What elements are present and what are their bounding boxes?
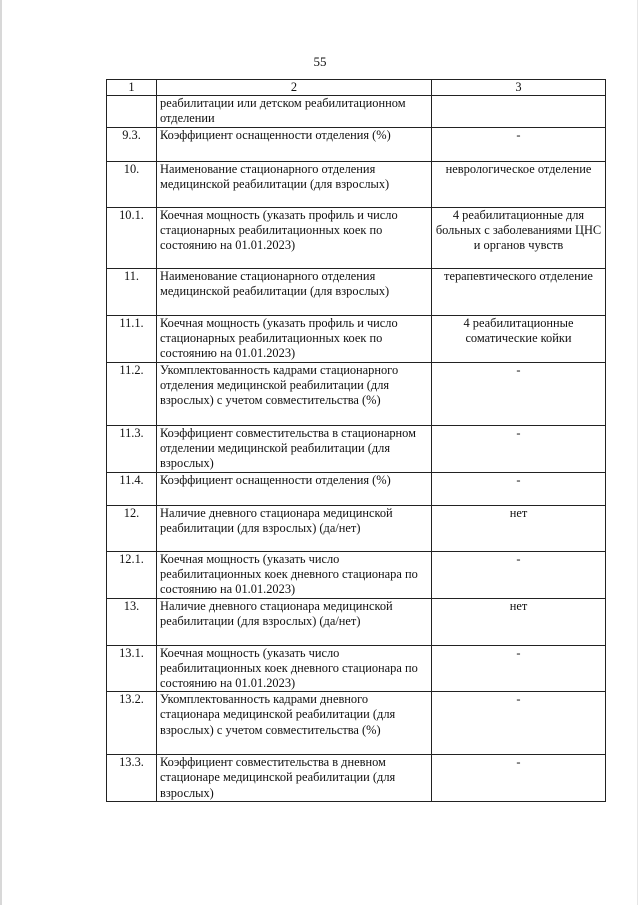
row-value: нет — [432, 505, 606, 551]
row-parameter: Наличие дневного стационара медицинской реабилитации (для взрослых) (да/нет) — [157, 598, 432, 645]
table-row — [107, 505, 606, 551]
page-edge — [0, 0, 2, 905]
row-number: 11. — [107, 269, 157, 316]
row-parameter: Коечная мощность (указать профиль и число стационарных реабилитационных коек по состоянию на 01.01.2023) — [157, 208, 432, 269]
row-number: 11.1. — [107, 316, 157, 363]
row-number: 10. — [107, 162, 157, 208]
row-number: 11.2. — [107, 362, 157, 425]
row-value: 4 реабилитационные для больных с заболеваниями ЦНС и органов чувств — [432, 208, 606, 269]
table-row — [107, 598, 606, 645]
row-value: - — [432, 128, 606, 162]
row-number: 11.4. — [107, 472, 157, 505]
column-header: 2 — [157, 80, 432, 96]
row-parameter: Коечная мощность (указать число реабилитационных коек дневного стационара по состоянию на 01.01.2023) — [157, 645, 432, 692]
data-table — [106, 79, 606, 802]
row-value: 4 реабилитационные соматические койки — [432, 316, 606, 363]
table-row — [107, 551, 606, 598]
table-row — [107, 316, 606, 363]
row-value: - — [432, 362, 606, 425]
table-row — [107, 208, 606, 269]
row-parameter: Наименование стационарного отделения медицинской реабилитации (для взрослых) — [157, 162, 432, 208]
row-number: 9.3. — [107, 128, 157, 162]
row-number: 13.1. — [107, 645, 157, 692]
row-parameter: Наличие дневного стационара медицинской реабилитации (для взрослых) (да/нет) — [157, 505, 432, 551]
row-value: терапевтического отделение — [432, 269, 606, 316]
row-value: - — [432, 472, 606, 505]
table-row — [107, 128, 606, 162]
page-edge — [637, 0, 638, 905]
row-value: нет — [432, 598, 606, 645]
row-parameter: Коэффициент оснащенности отделения (%) — [157, 472, 432, 505]
table-row — [107, 362, 606, 425]
row-number: 11.3. — [107, 425, 157, 472]
row-parameter: Укомплектованность кадрами стационарного отделения медицинской реабилитации (для взрослых) с учетом совместительства (%) — [157, 362, 432, 425]
row-number: 12. — [107, 505, 157, 551]
row-parameter: Коечная мощность (указать число реабилитационных коек дневного стационара по состоянию на 01.01.2023) — [157, 551, 432, 598]
table-row — [107, 96, 606, 128]
row-value: - — [432, 645, 606, 692]
table-row — [107, 645, 606, 692]
row-number: 13.3. — [107, 755, 157, 802]
row-parameter: Коэффициент совместительства в стационарном отделении медицинской реабилитации (для взрослых) — [157, 425, 432, 472]
table-row — [107, 472, 606, 505]
row-parameter: Наименование стационарного отделения медицинской реабилитации (для взрослых) — [157, 269, 432, 316]
table-row — [107, 269, 606, 316]
table-header-row — [107, 80, 606, 96]
column-header: 3 — [432, 80, 606, 96]
row-number: 10.1. — [107, 208, 157, 269]
table-row — [107, 755, 606, 802]
row-number: 12.1. — [107, 551, 157, 598]
row-parameter: Коэффициент совместительства в дневном стационаре медицинской реабилитации (для взрослых) — [157, 755, 432, 802]
row-parameter: Коэффициент оснащенности отделения (%) — [157, 128, 432, 162]
row-number — [107, 96, 157, 128]
page-number: 55 — [313, 54, 327, 69]
row-number: 13. — [107, 598, 157, 645]
row-value: - — [432, 551, 606, 598]
table-row — [107, 425, 606, 472]
row-value: - — [432, 692, 606, 755]
row-value: - — [432, 425, 606, 472]
row-number: 13.2. — [107, 692, 157, 755]
row-value: - — [432, 755, 606, 802]
row-parameter: Укомплектованность кадрами дневного стационара медицинской реабилитации (для взрослых) с учетом совместительства (%) — [157, 692, 432, 755]
row-parameter: реабилитации или детском реабилитационном отделении — [157, 96, 432, 128]
table-row — [107, 162, 606, 208]
table-row — [107, 692, 606, 755]
column-header: 1 — [107, 80, 157, 96]
row-value: неврологическое отделение — [432, 162, 606, 208]
row-parameter: Коечная мощность (указать профиль и число стационарных реабилитационных коек по состоянию на 01.01.2023) — [157, 316, 432, 363]
row-value — [432, 96, 606, 128]
